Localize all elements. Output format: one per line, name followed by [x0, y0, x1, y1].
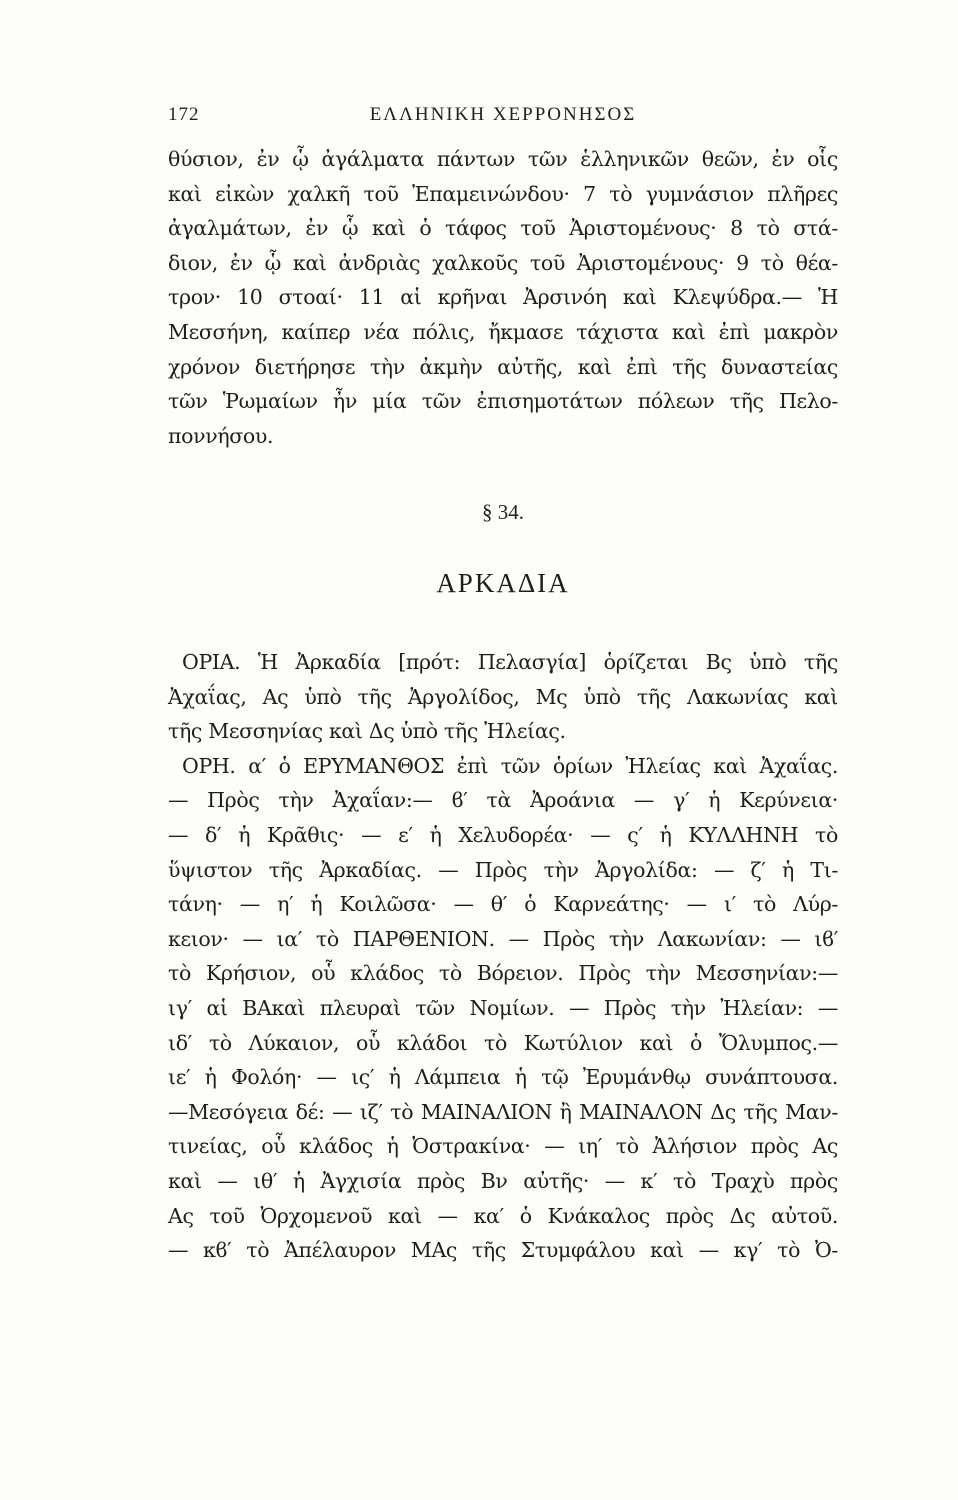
text-line: Ας τοῦ Ὀρχομενοῦ καὶ — κα′ ὁ Κνάκαλος πρὸς Δς αὐτοῦ. [168, 1203, 838, 1228]
text-line: — Πρὸς τὴν Ἀχαΐαν:— ϐ′ τὰ Ἀροάνια — γ′ ἡ Κερύνεια· [168, 788, 838, 813]
text-line: ιγ′ αἱ ΒΑκαὶ πλευραὶ τῶν Νομίων. — Πρὸς τὴν Ἠλείαν: — [168, 995, 838, 1020]
page-number: 172 [168, 104, 200, 125]
text-line: ιδ′ τὸ Λύκαιον, οὗ κλάδοι τὸ Κωτύλιον καὶ ὁ Ὄλυμπος.— [168, 1030, 838, 1055]
text-line: τρον· 10 στοαί· 11 αἱ κρῆναι Ἀρσινόη καὶ Κλεψύδρα.— Ἡ [168, 285, 838, 310]
text-line: τῶν Ῥωμαίων ἦν μία τῶν ἐπισημοτάτων πόλεων τῆς Πελο- [168, 389, 838, 414]
text-line: κειον· — ια′ τὸ ΠΑΡΘΕΝΙΟΝ. — Πρὸς τὴν Λακωνίαν: — ιϐ′ [168, 926, 838, 951]
text-line: — κϐ′ τὸ Ἀπέλαυρον ΜΑς τῆς Στυμφάλου καὶ — κγ′ τὸ Ὀ- [168, 1238, 838, 1263]
top-paragraph [168, 142, 838, 453]
text-line: τινείας, οὗ κλάδος ἡ Ὀστρακίνα· — ιη′ τὸ Ἀλήσιον πρὸς Ας [168, 1134, 838, 1159]
arcadia-paragraph [168, 645, 838, 1268]
text-line: καὶ — ιθ′ ἡ Ἀγχισία πρὸς Βν αὐτῆς· — κ′ τὸ Τραχὺ πρὸς [168, 1168, 838, 1193]
text-line: καὶ εἰκὼν χαλκῆ τοῦ Ἐπαμεινώνδου· 7 τὸ γυμνάσιον πλῆρες [168, 181, 838, 206]
page-header [168, 104, 838, 134]
text-line: ὕψιστον τῆς Ἀρκαδίας. — Πρὸς τὴν Ἀργολίδα: — ζ′ ἡ Τι- [168, 857, 838, 882]
text-line: ιε′ ἡ Φολόη· — ις′ ἡ Λάμπεια ἡ τῷ Ἐρυμάνθῳ συνάπτουσα. [168, 1065, 838, 1090]
section-title: ΑΡΚΑΔΙΑ [436, 568, 570, 598]
running-title: ΕΛΛΗΝΙΚΗ ΧΕΡΡΟΝΗΣΟΣ [369, 104, 637, 125]
text-line: ἀγαλμάτων, ἐν ᾧ καὶ ὁ τάφος τοῦ Ἀριστομένους· 8 τὸ στά- [168, 216, 838, 241]
text-line: τὸ Κρήσιον, οὗ κλάδος τὸ Βόρειον. Πρὸς τὴν Μεσσηνίαν:— [168, 961, 838, 986]
text-line: ΟΡΗ. α′ ὁ ΕΡΥΜΑΝΘΟΣ ἐπὶ τῶν ὁρίων Ἠλείας καὶ Ἀχαΐας. [182, 753, 838, 778]
text-line: Ἀχαΐας, Ας ὑπὸ τῆς Ἀργολίδος, Μς ὑπὸ τῆς Λακωνίας καὶ [168, 684, 838, 709]
text-line: —Μεσόγεια δέ: — ιζ′ τὸ ΜΑΙΝΑΛΙΟΝ ἢ ΜΑΙΝΑΛΟΝ Δς τῆς Μαν- [168, 1099, 838, 1124]
text-line: τάνη· — η′ ἡ Κοιλῶσα· — θ′ ὁ Καρνεάτης· — ι′ τὸ Λύρ- [168, 892, 838, 917]
text-line: διον, ἐν ᾧ καὶ ἀνδριὰς χαλκοῦς τοῦ Ἀριστομένους· 9 τὸ θέα- [168, 250, 838, 275]
text-line: τῆς Μεσσηνίας καὶ Δς ὑπὸ τῆς Ἠλείας. [168, 719, 566, 744]
text-line: Μεσσήνη, καίπερ νέα πόλις, ἤκμασε τάχιστα καὶ ἐπὶ μακρὸν [168, 319, 838, 344]
text-line: — δ′ ἡ Κρᾶθις· — ε′ ἡ Χελυδορέα· — ς′ ἡ ΚΥΛΛΗΝΗ τὸ [168, 822, 838, 847]
text-line: χρόνον διετήρησε τὴν ἀκμὴν αὐτῆς, καὶ ἐπὶ τῆς δυναστείας [168, 354, 838, 379]
text-line: ποννήσου. [168, 423, 274, 448]
text-line: ΟΡΙΑ. Ἡ Ἀρκαδία [πρότ: Πελασγία] ὁρίζεται Βς ὑπὸ τῆς [182, 650, 838, 674]
section-number: § 34. [482, 500, 524, 524]
text-line: θύσιον, ἐν ᾧ ἀγάλματα πάντων τῶν ἑλληνικῶν θεῶν, ἐν οἷς [168, 147, 838, 171]
